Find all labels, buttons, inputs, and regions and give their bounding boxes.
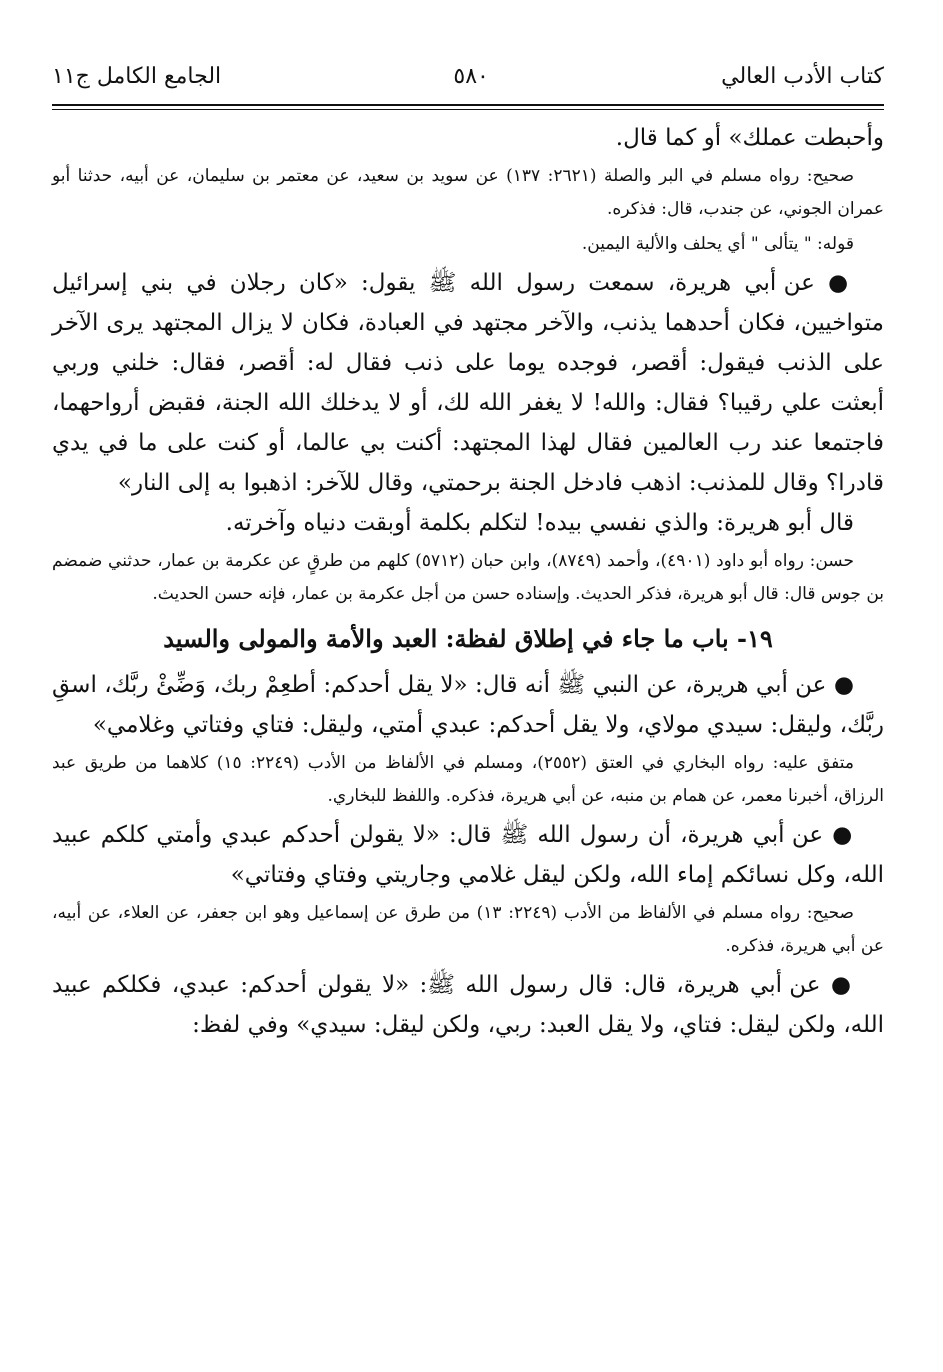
volume-title: الجامع الكامل ج١١ [52, 64, 222, 89]
hadith-paragraph [52, 263, 884, 503]
text-continuation: وأحبطت عملك» أو كما قال. [615, 125, 884, 151]
hadith-paragraph [52, 665, 884, 745]
hadith-grading-note: صحيح: رواه مسلم في البر والصلة (٢٦٢١: ١٣٧) عن سويد بن سعيد، عن معتمر بن سليمان، عن أبيه، حدثنا أبو عمران الجوني، عن جندب، قال: فذكره. [52, 166, 884, 219]
book-page [52, 60, 884, 1045]
hadith-paragraph [52, 965, 884, 1045]
header-rule-thick [52, 104, 884, 106]
hadith-paragraph [52, 815, 884, 895]
bullet-icon: ● [828, 269, 855, 296]
hadith-grading-note: حسن: رواه أبو داود (٤٩٠١)، وأحمد (٨٧٤٩)، وابن حبان (٥٧١٢) كلهم من طرقٍ عن عكرمة بن عمار، حدثني ضمضم بن جوس قال: قال أبو هريرة، فذكر الحديث. وإسناده حسن من أجل عكرمة بن عمار، فإنه حسن الحديث. [52, 551, 884, 604]
hadith-text: عن أبي هريرة، سمعت رسول الله ﷺ يقول: «كان رجلان في بني إسرائيل متواخيين، فكان أحدهما يذنب، والآخر مجتهد في العبادة، فكان لا يزال المجتهد يرى الآخر على الذنب فيقول: أقصر، فوجده يوما على ذنب فقال له: أقصر، فقال: خلني وربي أبعثت علي رقيبا؟ فقال: والله! لا يغفر الله لك، أو لا يدخلك الله الجنة، فقبض أرواحهما، فاجتمعا عند رب العالمين فقال لهذا المجتهد: أكنت بي عالما، أو كنت على ما في يدي قادرا؟ وقال للمذنب: اذهب فادخل الجنة برحمتي، وقال للآخر: اذهبوا به إلى النار» [52, 270, 884, 496]
hadith-grading-note: صحيح: رواه مسلم في الألفاظ من الأدب (٢٢٤٩: ١٣) من طرق عن إسماعيل وهو ابن جعفر، عن العلاء، عن أبيه، عن أبي هريرة، فذكره. [52, 903, 884, 956]
book-title: كتاب الأدب العالي [721, 64, 884, 89]
header-rule-thin [52, 109, 884, 110]
hadith-text: عن أبي هريرة، عن النبي ﷺ أنه قال: «لا يقل أحدكم: أطعِمْ ربك، وَضِّئْ ربَّك، اسقِ ربَّك، وليقل: سيدي مولاي، ولا يقل أحدكم: عبدي أمتي، وليقل: فتاي وفتاتي وغلامي» [52, 672, 884, 738]
running-header [52, 60, 884, 98]
bullet-icon: ● [830, 971, 854, 998]
hadith-text: عن أبي هريرة، أن رسول الله ﷺ قال: «لا يقولن أحدكم عبدي وأمتي كلكم عبيد الله، وكل نسائكم إماء الله، ولكن ليقل غلامي وجاريتي وفتاي وفتاتي» [52, 822, 884, 888]
bullet-icon: ● [832, 821, 854, 848]
page-number: ٥٨٠ [453, 64, 489, 89]
bullet-icon: ● [833, 671, 854, 698]
hadith-grading-note: متفق عليه: رواه البخاري في العتق (٢٥٥٢)، ومسلم في الألفاظ من الأدب (٢٢٤٩: ١٥) كلاهما من طريق عبد الرزاق، أخبرنا معمر، عن همام بن منبه، عن أبي هريرة، فذكره. واللفظ للبخاري. [52, 753, 884, 806]
hadith-text: عن أبي هريرة، قال: قال رسول الله ﷺ: «لا يقولن أحدكم: عبدي، فكلكم عبيد الله، ولكن ليقل: فتاي، ولا يقل العبد: ربي، ولكن ليقل: سيدي» وفي لفظ: [52, 972, 884, 1038]
chapter-heading: ١٩- باب ما جاء في إطلاق لفظة: العبد والأمة والمولى والسيد [163, 624, 773, 653]
companion-statement: قال أبو هريرة: والذي نفسي بيده! لتكلم بكلمة أوبقت دنياه وآخرته. [225, 510, 854, 536]
word-explanation-note: قوله: " يتألى " أي يحلف والألية اليمين. [581, 234, 854, 254]
